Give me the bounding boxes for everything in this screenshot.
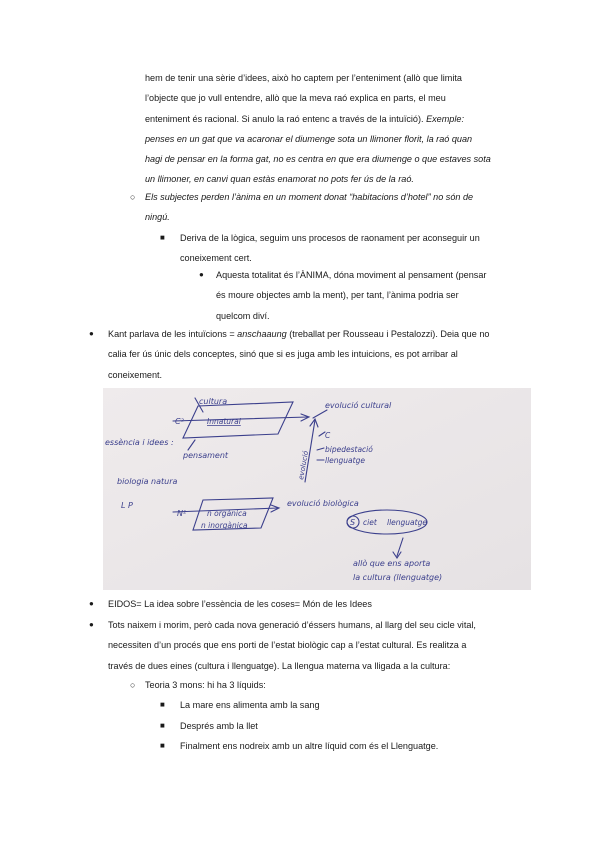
deriva-line: Deriva de la lògica, seguim uns procesos de raonament per aconseguir un: [180, 233, 480, 243]
intro-line: [145, 109, 528, 129]
list-item: [180, 736, 528, 756]
deriva-paragraph: [180, 228, 528, 269]
intro-paragraph: [145, 68, 528, 190]
totalitat-paragraph: [216, 265, 528, 326]
list-item: [180, 716, 528, 736]
sketch-label: evolució: [297, 450, 311, 481]
kant-text: Kant parlava de les intuïcions =: [108, 329, 238, 339]
tots-line: Tots naixem i morim, però cada nova generació d’éssers humans, al llarg del seu cicle vital,: [108, 620, 476, 630]
disc-bullet-icon: ●: [89, 599, 94, 608]
subjectes-paragraph: [145, 187, 528, 228]
sketch-label: ciet: [363, 518, 377, 527]
sketch-label: N²: [177, 509, 187, 518]
sketch-label: essència i idees :: [105, 438, 174, 447]
sketch-label: evolució cultural: [325, 401, 392, 410]
paper-background: [103, 388, 531, 590]
subjectes-line: Els subjectes perden l’ànima en un moment donat “habitacions d’hotel” no són de: [145, 192, 474, 202]
sketch-label: C: [325, 431, 331, 440]
sketch-label: L P: [121, 501, 133, 510]
sketch-drawing: [103, 388, 531, 590]
square-bullet-icon: ■: [160, 233, 165, 242]
intro-line: penses en un gat que va acaronar el diumenge sota un llimoner florit, la raó quan: [145, 133, 473, 144]
sketch-label: C²: [175, 417, 184, 426]
intro-line: hem de tenir una sèrie d’idees, això ho captem per l’enteniment (allò que limita: [145, 73, 462, 83]
square-bullet-icon: ■: [160, 700, 165, 709]
teoria-paragraph: [145, 675, 528, 695]
kant-line: coneixement.: [108, 369, 163, 380]
liquid-item-text: La mare ens alimenta amb la sang: [180, 700, 320, 710]
kant-line: calia fer ús únic dels conceptes, sinó que si es juga amb les intuicions, es pot arribar al: [108, 349, 458, 360]
circle-bullet-icon: ○: [130, 192, 136, 202]
sketch-label: la cultura (llenguatge): [353, 573, 443, 582]
liquid-item-text: Finalment ens nodreix amb un altre líquid com és el Llenguatge.: [180, 741, 439, 751]
square-bullet-icon: ■: [160, 721, 165, 730]
tots-line: través de dues eines (cultura i llenguatge). La llengua materna va lligada a la cultura:: [108, 660, 451, 671]
handwritten-sketch-photo: [103, 388, 531, 590]
eidos-line: EIDOS= La idea sobre l’essència de les coses= Món de les Idees: [108, 599, 372, 609]
sketch-label: Innatural: [207, 417, 241, 426]
eidos-paragraph: [108, 594, 528, 614]
liquid-item-text: Després amb la llet: [180, 721, 258, 731]
sketch-label: llenguatge: [325, 456, 365, 465]
teoria-line: Teoria 3 mons: hi ha 3 líquids:: [145, 680, 266, 690]
totalitat-line: quelcom diví.: [216, 310, 270, 321]
totalitat-line: Aquesta totalitat és l’ÀNIMA, dóna moviment al pensament (pensar: [216, 270, 487, 280]
subjectes-line: ningú.: [145, 212, 170, 223]
sketch-label: llenguatge: [387, 518, 427, 527]
disc-bullet-icon: ●: [199, 270, 204, 279]
square-bullet-icon: ■: [160, 741, 165, 750]
sketch-label: evolució biològica: [287, 499, 359, 508]
intro-line: un llimoner, en canvi quan estàs enamorat no pots fer ús de la raó.: [145, 174, 414, 185]
disc-bullet-icon: ●: [89, 620, 94, 629]
sketch-label: n orgànica: [207, 509, 247, 518]
kant-line: [108, 324, 528, 344]
example-label: Exemple:: [426, 113, 464, 124]
tots-paragraph: [108, 615, 528, 676]
circle-bullet-icon: ○: [130, 680, 136, 690]
deriva-line: coneixement cert.: [180, 253, 252, 264]
kant-paragraph: [108, 324, 528, 385]
intro-line: l’objecte que jo vull entendre, allò que la meva raó explica en parts, el meu: [145, 93, 446, 104]
sketch-label: allò que ens aporta: [353, 559, 431, 568]
tots-line: necessiten d’un procés que ens porti de l’estat biològic cap a l’estat cultural. Es realitza a: [108, 640, 467, 651]
intro-text: enteniment és racional. Si anulo la raó entenc a través de la intuïció).: [145, 113, 427, 124]
intro-line: hagi de pensar en la forma gat, no es centra en que era diumenge o que estaves sota: [145, 154, 491, 165]
sketch-label: S: [350, 518, 356, 527]
sketch-label: n inorgànica: [201, 521, 248, 530]
disc-bullet-icon: ●: [89, 329, 94, 338]
sketch-label: pensament: [183, 451, 229, 460]
totalitat-line: és moure objectes amb la ment), per tant, l’ànima podria ser: [216, 290, 459, 301]
kant-text: (treballat per Rousseau i Pestalozzi). Deia que no: [286, 329, 490, 339]
anschaaung-term: anschaaung: [237, 329, 287, 339]
sketch-label: cultura: [199, 397, 228, 406]
sketch-label: bipedestació: [325, 445, 373, 454]
list-item: [180, 695, 528, 715]
sketch-label: biologia natura: [117, 477, 178, 486]
